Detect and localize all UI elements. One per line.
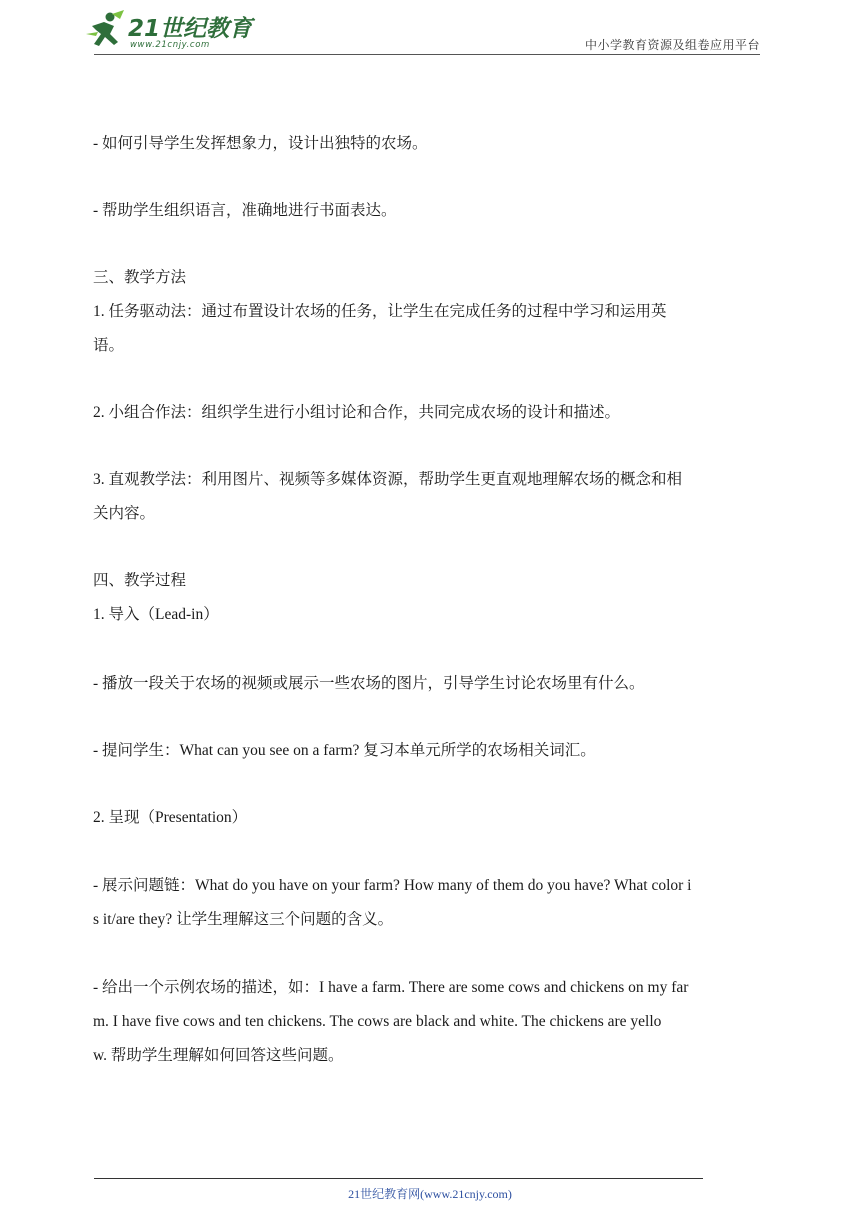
- text-line: s it/are they? 让学生理解这三个问题的含义。: [93, 911, 394, 928]
- text-line: 关内容。: [93, 505, 156, 522]
- text-line: 1. 任务驱动法：通过布置设计农场的任务，让学生在完成任务的过程中学习和运用英: [93, 303, 667, 320]
- site-logo[interactable]: [84, 8, 254, 54]
- text-line: - 如何引导学生发挥想象力，设计出独特的农场。: [93, 135, 428, 152]
- logo-name: 21世纪教育: [128, 16, 253, 42]
- text-line: - 展示问题链：What do you have on your farm? How many of them do you have? What color i: [93, 877, 692, 894]
- text-line: - 播放一段关于农场的视频或展示一些农场的图片，引导学生讨论农场里有什么。: [93, 675, 645, 692]
- text-line: 3. 直观教学法：利用图片、视频等多媒体资源，帮助学生更直观地理解农场的概念和相: [93, 471, 683, 488]
- text-line: 语。: [93, 337, 125, 354]
- header-tagline: 中小学教育资源及组卷应用平台: [584, 38, 760, 52]
- text-line: 2. 小组合作法：组织学生进行小组讨论和合作，共同完成农场的设计和描述。: [93, 404, 621, 421]
- text-line: 2. 呈现（Presentation）: [93, 809, 248, 826]
- text-line: w. 帮助学生理解如何回答这些问题。: [93, 1047, 344, 1064]
- section-heading: 三、教学方法: [93, 269, 187, 286]
- runner-logo-icon: [84, 10, 128, 52]
- section-heading: 四、教学过程: [93, 572, 187, 589]
- logo-url: www.21cnjy.com: [130, 40, 210, 50]
- text-line: 1. 导入（Lead-in）: [93, 606, 219, 623]
- text-line: - 给出一个示例农场的描述，如：I have a farm. There are some cows and chickens on my far: [93, 979, 689, 996]
- header-divider: [94, 54, 760, 55]
- text-line: - 帮助学生组织语言，准确地进行书面表达。: [93, 202, 397, 219]
- text-line: - 提问学生：What can you see on a farm? 复习本单元所学的农场相关词汇。: [93, 742, 596, 759]
- text-line: m. I have five cows and ten chickens. The cows are black and white. The chickens are yello: [93, 1013, 662, 1030]
- footer-link[interactable]: 21世纪教育网(www.21cnjy.com): [348, 1187, 512, 1201]
- page-header: [0, 0, 860, 60]
- footer-divider: [94, 1178, 703, 1179]
